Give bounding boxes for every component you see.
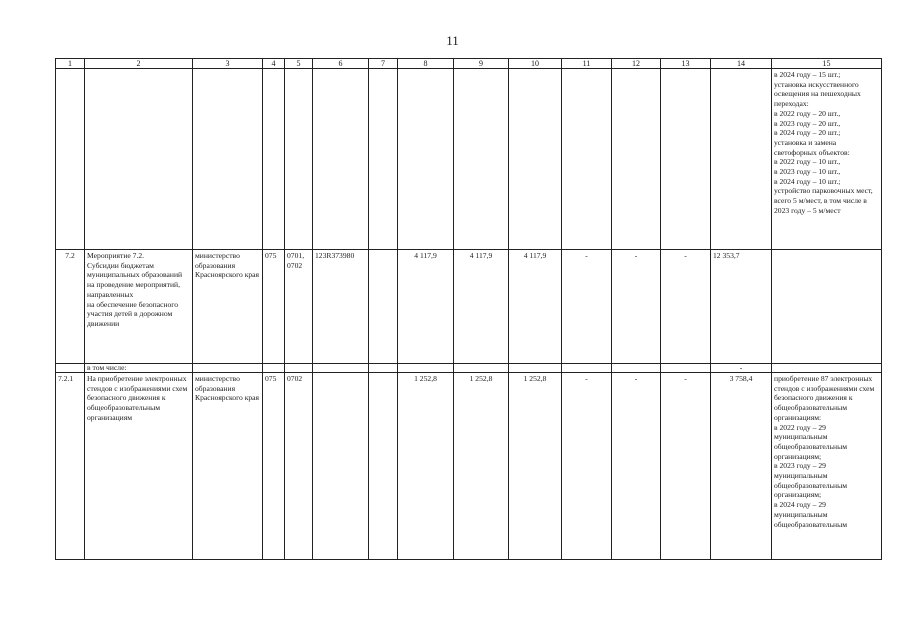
column-header: 4: [263, 59, 285, 69]
amount-cell: 4 117,9: [509, 250, 562, 364]
column-header: 10: [509, 59, 562, 69]
executor-cell: министерство образования Красноярского края: [193, 373, 263, 560]
table-cell: [313, 364, 369, 373]
column-header: 9: [454, 59, 509, 69]
column-header: 1: [56, 59, 85, 69]
column-header: 13: [661, 59, 711, 69]
table-cell: [193, 69, 263, 250]
amount-cell: -: [562, 250, 612, 364]
table-cell: [285, 69, 313, 250]
amount-cell: -: [562, 373, 612, 560]
including-label: в том числе:: [85, 364, 193, 373]
table-cell: [562, 69, 612, 250]
total-cell: -: [711, 364, 772, 373]
table-cell: [612, 69, 661, 250]
column-header: 5: [285, 59, 313, 69]
amount-cell: 4 117,9: [398, 250, 454, 364]
table-cell: [285, 364, 313, 373]
column-header: 7: [369, 59, 398, 69]
amount-cell: 1 252,8: [398, 373, 454, 560]
table-cell: [398, 364, 454, 373]
code-cell: 075: [263, 373, 285, 560]
table-cell: [711, 69, 772, 250]
column-header: 3: [193, 59, 263, 69]
result-description-cell: приобретение 87 электронных стендов с изображениями схем безопасного движения к общеобразовательным организациям: в 2022 году – 29 муниципальным общеобразовательным организациям; в 2023 году – 29 муниципальным общеобразовательным организациям; в 2024 году – 29 муниципальным общеобразовательным: [772, 373, 882, 560]
amount-cell: 1 252,8: [454, 373, 509, 560]
amount-cell: -: [661, 373, 711, 560]
section-code-cell: 0701, 0702: [285, 250, 313, 364]
result-description-cell: [772, 250, 882, 364]
table-row-including: [56, 364, 882, 373]
header-row: [56, 59, 882, 69]
amount-cell: 1 252,8: [509, 373, 562, 560]
table-cell: [263, 69, 285, 250]
column-header: 11: [562, 59, 612, 69]
table-cell: [772, 364, 882, 373]
table-cell: [313, 69, 369, 250]
amount-cell: -: [612, 373, 661, 560]
section-code-cell: 0702: [285, 373, 313, 560]
amount-cell: -: [661, 250, 711, 364]
table-cell: [562, 364, 612, 373]
column-header: 2: [85, 59, 193, 69]
table-cell: [193, 364, 263, 373]
table-cell: [263, 364, 285, 373]
column-header: 8: [398, 59, 454, 69]
table-cell: [398, 69, 454, 250]
code-cell: 075: [263, 250, 285, 364]
table-cell: [454, 69, 509, 250]
column-header: 12: [612, 59, 661, 69]
table-cell: [454, 364, 509, 373]
table-cell: [661, 69, 711, 250]
table-row-7-2: [56, 250, 882, 364]
column-header: 6: [313, 59, 369, 69]
executor-cell: министерство образования Красноярского края: [193, 250, 263, 364]
result-description-cell: в 2024 году – 15 шт.; установка искусственного освещения на пешеходных переходах: в 2022 году – 20 шт., в 2023 году – 20 шт., в 2024 году – 20 шт.; установка и замена светофорных объектов: в 2022 году – 10 шт., в 2023 году – 10 шт., в 2024 году – 10 шт.; устройство парковочных мест, всего 5 м/мест, в том числе в 2023 году – 5 м/мест: [772, 69, 882, 250]
table-row-7-2-1: [56, 373, 882, 560]
column-header: 15: [772, 59, 882, 69]
measure-name-cell: Мероприятие 7.2. Субсидии бюджетам муниципальных образований на проведение мероприятий, направленных на обеспечение безопасного участия детей в дорожном движении: [85, 250, 193, 364]
table-cell: [612, 364, 661, 373]
total-cell: 12 353,7: [711, 250, 772, 364]
expense-type-cell: [369, 250, 398, 364]
table-cell: [509, 69, 562, 250]
item-number-cell: 7.2: [56, 250, 85, 364]
amount-cell: -: [612, 250, 661, 364]
total-cell: 3 758,4: [711, 373, 772, 560]
table-cell: [85, 69, 193, 250]
program-table: [55, 58, 882, 560]
target-code-cell: [313, 373, 369, 560]
table-cell: [509, 364, 562, 373]
item-number-cell: 7.2.1: [56, 373, 85, 560]
table-cell: [369, 364, 398, 373]
amount-cell: 4 117,9: [454, 250, 509, 364]
target-code-cell: 123R373980: [313, 250, 369, 364]
page-number: 11: [446, 33, 459, 48]
table-row-continuation: [56, 69, 882, 250]
table-cell: [56, 364, 85, 373]
table-cell: [369, 69, 398, 250]
table-cell: [661, 364, 711, 373]
column-header: 14: [711, 59, 772, 69]
measure-name-cell: На приобретение электронных стендов с изображениями схем безопасного движения к общеобразовательным организациям: [85, 373, 193, 560]
table-cell: [56, 69, 85, 250]
expense-type-cell: [369, 373, 398, 560]
